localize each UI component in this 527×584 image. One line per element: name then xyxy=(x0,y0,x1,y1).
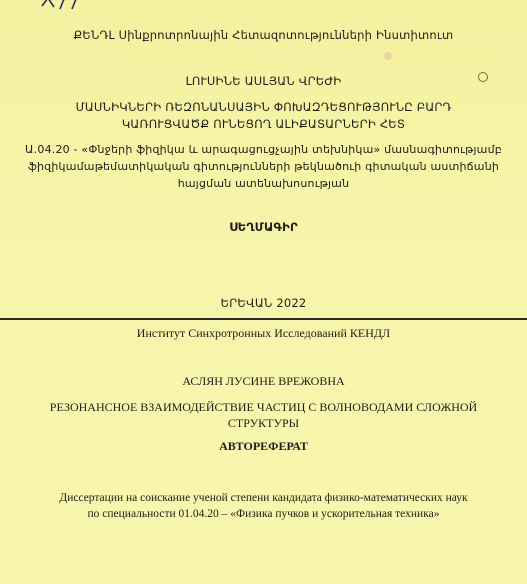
specialty-russian-line1: Диссертации на соискание ученой степени кандидата физико-математических наук xyxy=(59,492,468,504)
author-armenian: ԼՈՒՍԻՆԵ ԱՍԼՅԱՆ ՎՐԵԺԻ xyxy=(185,74,342,88)
city-year-armenian: ԵՐԵՎԱՆ 2022 xyxy=(220,296,307,310)
specialty-armenian-line3: հայցման ատենախոսության xyxy=(177,177,350,190)
author-russian: АСЛЯН ЛУСИНЕ ВРЕЖОВНА xyxy=(182,374,345,388)
specialty-armenian-line1: Ա.04.20 - «Փնջերի ֆիզիկա և արագացուցչային տեխնիկա» մասնագիտությամբ xyxy=(25,143,502,156)
specialty-armenian-line2: ֆիզիկամաթեմատիկական գիտությունների թեկնածուի գիտական աստիճանի xyxy=(27,160,500,173)
stamp-spot xyxy=(384,52,392,60)
specialty-russian-line2: по специальности 01.04.20 – «Физика пучков и ускорительная техника» xyxy=(87,508,440,520)
handwritten-mark xyxy=(40,0,100,12)
title-russian-line1: РЕЗОНАНСНОЕ ВЗАИМОДЕЙСТВИЕ ЧАСТИЦ С ВОЛНОВОДАМИ СЛОЖНОЙ xyxy=(49,400,478,414)
institute-armenian: ՔԵՆԴԼ Սինքրոտրոնային Հետազոտությունների Ինստիտուտ xyxy=(73,28,454,42)
title-russian-line2: СТРУКТУРЫ xyxy=(227,416,300,430)
section-divider xyxy=(0,318,527,320)
title-armenian-line2: ԿԱՌՈՒՑՎԱԾՔ ՈՒՆԵՑՈՂ ԱԼԻՔԱՏԱՐՆԵՐԻ ՀԵՏ xyxy=(121,117,406,131)
doc-type-armenian: ՍԵՂՄԱԳԻՐ xyxy=(229,220,298,234)
institute-russian: Институт Синхротронных Исследований КЕНДЛ xyxy=(136,326,391,340)
doc-type-russian: АВТОРЕФЕРАТ xyxy=(219,439,308,453)
title-armenian-line1: ՄԱՍՆԻԿՆԵՐԻ ՌԵԶՈՆԱՆՍԱՅԻՆ ՓՈԽԱԶԴԵՑՈՒԹՅՈՒՆԸ ԲԱՐԴ xyxy=(75,100,452,114)
